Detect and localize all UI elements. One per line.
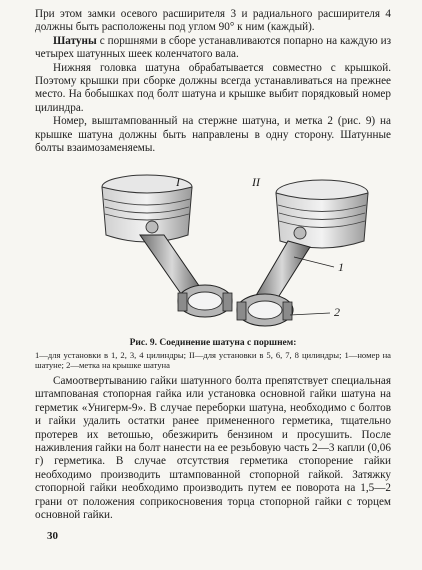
top-text-block [35,8,391,155]
figure-piston-rod-assembly [82,165,382,340]
figure-callout-1: 1 [338,260,344,274]
figure-caption-text: 1—для установки в 1, 2, 3, 4 цилиндры; II—для установки в 5, 6, 7, 8 цилиндры; 1—номер на шатуне; 2—метка на крышке шатуна [35,350,391,371]
connecting-rod-right [237,241,310,326]
paragraph-2 [35,35,391,62]
paragraph-1: При этом замки осевого расширителя 3 и радиального расширителя 4 должны быть расположены под углом 90° к ним (каждый). [35,8,391,34]
bottom-text-block [35,375,391,522]
figure-callout-2: 2 [334,305,340,319]
paragraph-3: Нижняя головка шатуна обрабатывается совместно с крышкой. Поэтому крышки при сборке должны всегда устанавливаться на прежнее место. На бобышках под болт шатуна и крышке выбит порядковый номер цилиндра. [35,61,391,114]
paragraph-2-body: с поршнями в сборе устанавливаются попарно на каждую из четырех шатунных шеек коленчатого вала. [35,34,391,61]
paragraph-5: Самоотвертыванию гайки шатунного болта препятствует специальная штампованая стопорная гайка или установка основной гайки шатуна на герметик «Унигерм-9». В случае переборки шатуна, необходимо с болтов и гайки удалить остатки ранее примененного герметика, тщательно протерев их ветошью, обезжирить бензином и просушить. После наживления гайки на болт нанести на ее резьбовую часть 2—3 капли (0,06 г) герметика. В случае отсутствия герметика стопорение гайки необходимо производить штампованной стопорной гайкой. Затяжку стопорной гайки необходимо производить путем ее поворота на 1,5—2 грани от положения соприкосновения торца стопорной гайки с торцем основной гайки. [35,375,391,522]
figure-label-left: I [176,175,180,189]
figure-caption-title: Рис. 9. Соединение шатуна с поршнем: [129,338,297,348]
piston-right [276,180,368,248]
paragraph-4: Номер, выштампованный на стержне шатуна, и метка 2 (рис. 9) на крышке шатуна должны быть направлены в одну сторону. Шатунные болты взаимозаменяемы. [35,115,391,155]
connecting-rod-left [140,235,232,317]
callout-line-2 [290,313,330,315]
paragraph-2-lead: Шатуны [53,34,97,47]
figure-label-right: II [252,175,260,189]
page-number: 30 [47,530,58,542]
